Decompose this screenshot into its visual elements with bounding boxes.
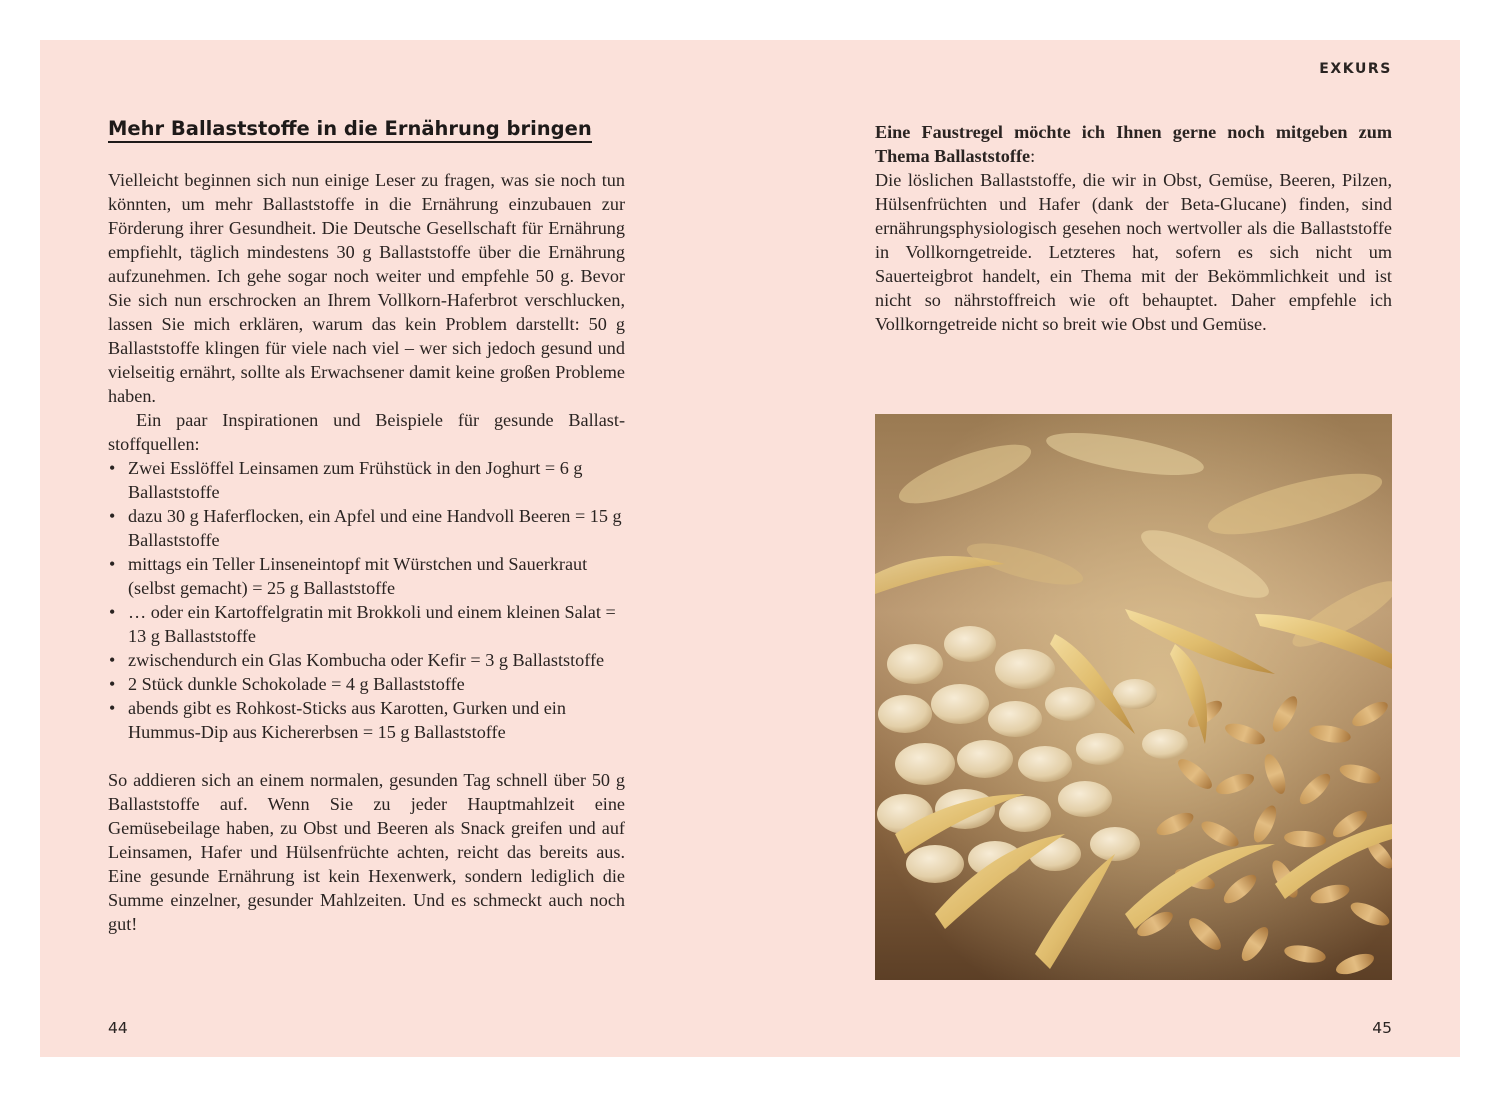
oats-illustration [875,414,1392,980]
bullet-icon: • [109,554,116,574]
left-page-body [108,168,625,936]
list-item [108,504,625,552]
bullet-icon: • [109,698,116,718]
page-title: Mehr Ballaststoffe in die Ernährung bringen [108,117,592,143]
section-label: EXKURS [1319,61,1392,77]
page-number-left: 44 [108,1019,128,1037]
list-item-text: … oder ein Kartoffelgratin mit Brokkoli und einem kleinen Salat = 13 g Ballaststoffe [128,602,616,646]
bullet-icon: • [109,650,116,670]
page-number-right: 45 [1372,1019,1392,1037]
bullet-icon: • [109,674,116,694]
paragraph-inspirations: Ein paar Inspirationen und Beispiele für gesunde Ballaststoffquellen: [108,410,625,454]
list-item [108,552,625,600]
list-item-text: dazu 30 g Haferflocken, ein Apfel und eine Handvoll Beeren = 15 g Ballaststoffe [128,506,622,550]
bullet-icon: • [109,602,116,622]
list-item-text: 2 Stück dunkle Schokolade = 4 g Ballaststoffe [128,674,465,694]
list-item [108,672,625,696]
oats-photo [875,414,1392,980]
list-item [108,456,625,504]
paragraph-intro: Vielleicht beginnen sich nun einige Leser zu fragen, was sie noch tun könnten, um mehr Ballaststoffe in die Ernährung einzubauen zur Förderung ihrer Gesundheit. Die Deutsche Gesellschaft für Ernährung empfiehlt, täglich mindestens 30 g Ballaststoffe über die Ernährung aufzunehmen. Ich gehe sogar noch weiter und empfehle 50 g. Bevor Sie sich nun erschrocken an Ihrem Vollkorn-Haferbrot verschlucken, lassen Sie mich erklären, warum das kein Problem darstellt: 50 g Ballaststoffe klingen für viele nach viel – wer sich jedoch gesund und vielseitig ernährt, sollte als Erwachsener damit keine großen Probleme haben. [108,170,625,406]
bullet-icon: • [109,506,116,526]
paragraph-summary: So addieren sich an einem normalen, gesunden Tag schnell über 50 g Ballaststoffe auf. Wenn Sie zu jeder Hauptmahlzeit eine Gemüsebeilage haben, zu Obst und Beeren als Snack greifen und auf Leinsamen, Hafer und Hülsenfrüchte achten, reicht das bereits aus. Eine gesunde Ernährung ist kein Hexenwerk, sondern lediglich die Summe einzelner, gesunder Mahlzeiten. Und es schmeckt auch noch gut! [108,770,625,934]
paragraph-spacer [108,744,625,768]
list-item [108,696,625,744]
list-item [108,648,625,672]
list-item-text: abends gibt es Rohkost-Sticks aus Karotten, Gurken und ein Hummus-Dip aus Kichererbsen = 15 g Ballaststoffe [128,698,566,742]
right-page-body [875,120,1392,336]
list-item-text: mittags ein Teller Linseneintopf mit Würstchen und Sauerkraut (selbst gemacht) = 25 g Ballaststoffe [128,554,588,598]
list-item-text: Zwei Esslöffel Leinsamen zum Frühstück in den Joghurt = 6 g Ballaststoffe [128,458,583,502]
rule-of-thumb-colon: : [1030,146,1036,166]
rule-of-thumb-title: Eine Faustregel möchte ich Ihnen gerne noch mitgeben zum Thema Ballaststoffe [875,122,1392,166]
bullet-icon: • [109,458,116,478]
rule-of-thumb-heading [875,120,1392,168]
list-item [108,600,625,648]
paragraph-rule-of-thumb: Die löslichen Ballaststoffe, die wir in Obst, Gemüse, Beeren, Pilzen, Hülsenfrüchten und Hafer (dank der Beta-Glucane) finden, sind ernährungsphysiologisch gesehen noch wertvoller als die Ballaststoffe in Vollkorngetreide. Letzteres hat, sofern es sich nicht um Sauerteigbrot handelt, ein Thema mit der Bekömmlichkeit und ist nicht so nährstoffreich wie oft behauptet. Daher empfehle ich Vollkorngetreide nicht so breit wie Obst und Gemüse. [875,170,1392,334]
list-item-text: zwischendurch ein Glas Kombucha oder Kefir = 3 g Ballaststoffe [128,650,605,670]
fiber-examples-list [108,456,625,744]
